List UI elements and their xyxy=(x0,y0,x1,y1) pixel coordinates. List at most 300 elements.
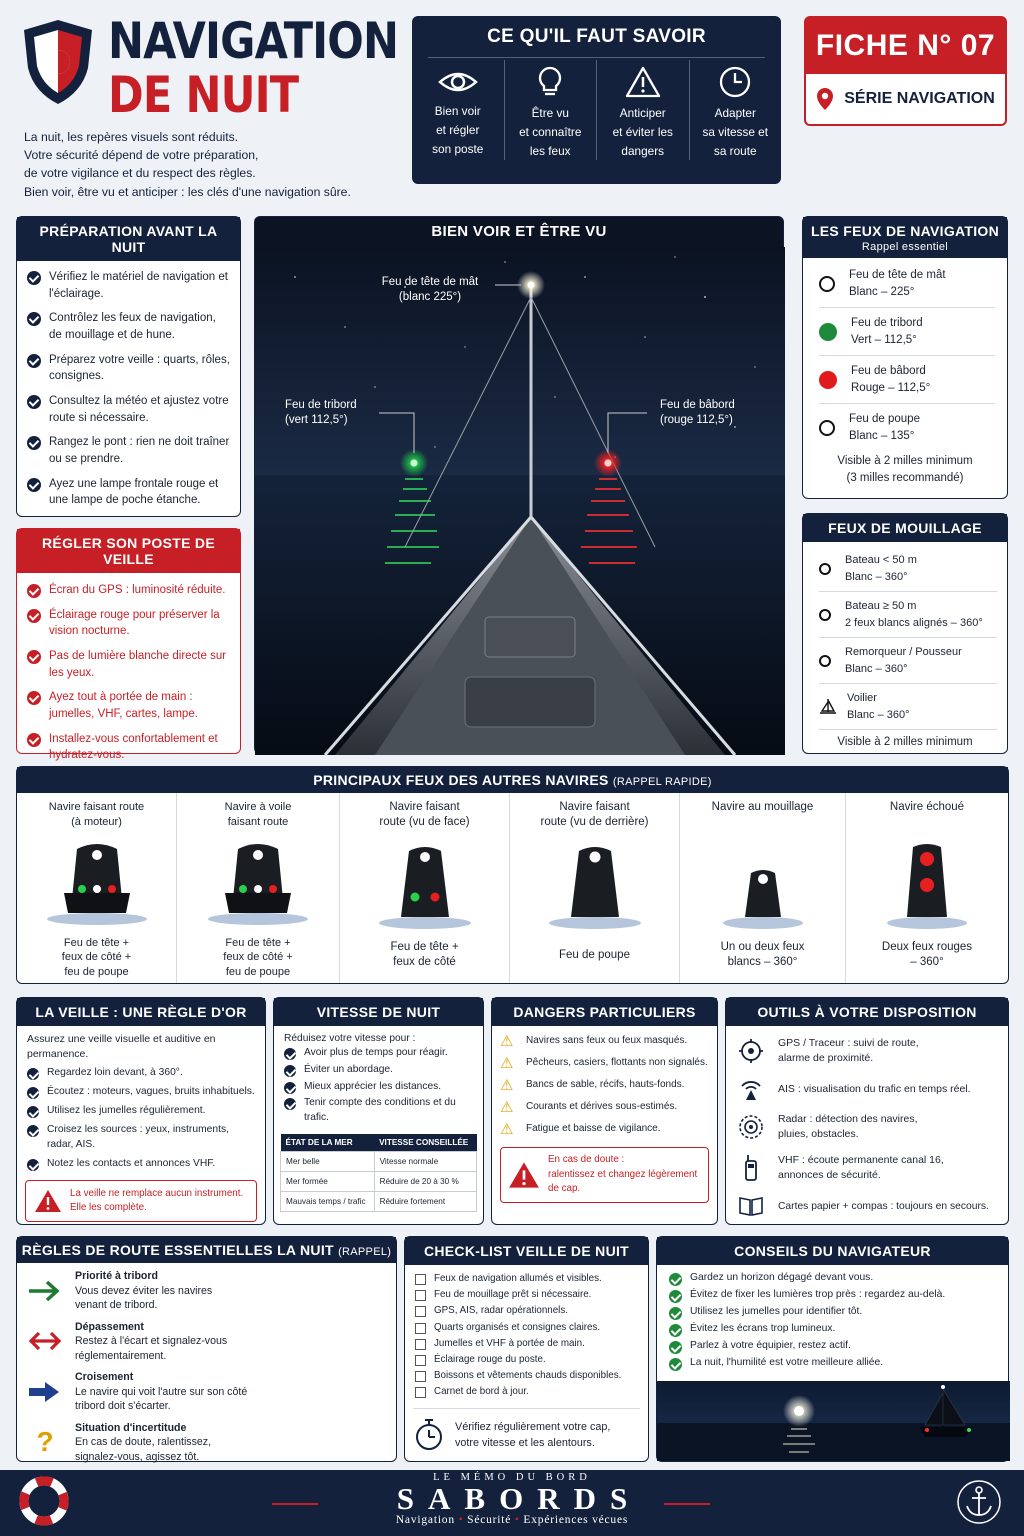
anchored-vessel-light-icon xyxy=(713,843,813,931)
intro-line: Bien voir, être vu et anticiper : les clés d'une navigation sûre. xyxy=(24,184,351,199)
checkbox[interactable] xyxy=(415,1274,426,1285)
mouillage-row xyxy=(819,638,997,683)
list-item xyxy=(27,731,230,764)
item-text: Pas de lumière blanche directe sur les yeux. xyxy=(49,650,227,679)
savoir-item xyxy=(505,60,598,160)
ring-icon xyxy=(819,609,831,621)
vessel-column xyxy=(17,793,177,983)
table-row xyxy=(281,1151,477,1171)
vessel-stern-light-icon xyxy=(545,843,645,931)
savoir-panel xyxy=(412,16,781,184)
check-icon xyxy=(284,1048,296,1060)
check-icon xyxy=(669,1358,682,1371)
list-item xyxy=(27,689,230,722)
item-text: La nuit, l'humilité est votre meilleure alliée. xyxy=(690,1357,884,1368)
vessel-foot: feu de poupe xyxy=(64,965,129,978)
savoir-line: dangers xyxy=(621,144,665,158)
vessel-foot: feux de côté + xyxy=(223,951,293,963)
item-text: GPS, AIS, radar opérationnels. xyxy=(434,1305,568,1317)
checklist-item[interactable] xyxy=(415,1288,640,1302)
check-icon xyxy=(27,1125,39,1137)
savoir-line: sa vitesse et xyxy=(702,125,769,139)
poste-card xyxy=(16,528,241,762)
veille-intro: Assurez une veille visuelle et auditive en permanence. xyxy=(27,1033,216,1060)
vessel-foot: Feu de tête + xyxy=(225,936,291,949)
feu-row xyxy=(819,356,995,403)
vessel-foot: blancs – 360° xyxy=(727,956,798,968)
tool-line: GPS / Traceur : suivi de route, xyxy=(778,1037,919,1049)
feu-row xyxy=(819,308,995,355)
list-item xyxy=(27,582,230,599)
vessel-foot: Feu de tête + xyxy=(390,941,459,953)
warning-icon: ⚠ xyxy=(500,1121,514,1138)
tool-line: Cartes papier + compas : toujours en secours. xyxy=(778,1200,989,1212)
tool-row xyxy=(738,1146,1000,1190)
ais-icon xyxy=(738,1076,764,1102)
list-item xyxy=(27,648,230,681)
note-line: Vérifiez régulièrement votre cap, xyxy=(455,1420,611,1433)
feu-name: Feu de tribord xyxy=(851,316,923,329)
savoir-line: et éviter les xyxy=(612,125,673,139)
vitesse-table xyxy=(280,1134,477,1212)
vessel-head: faisant route xyxy=(227,815,289,828)
item-text: Carnet de bord à jour. xyxy=(434,1386,529,1398)
regles-title: RÈGLES DE ROUTE ESSENTIELLES LA NUIT xyxy=(21,1242,334,1258)
title-line-2: DE NUIT xyxy=(108,66,299,124)
vessel-column xyxy=(846,793,1008,983)
feux-nav-title: LES FEUX DE NAVIGATION xyxy=(810,223,1000,239)
list-item xyxy=(669,1305,1000,1320)
check-icon xyxy=(669,1290,682,1303)
check-icon xyxy=(27,354,41,368)
vessel-foot: – 360° xyxy=(910,956,944,968)
item-text: Ayez tout à portée de main : jumelles, VHF, cartes, lampe. xyxy=(49,691,198,721)
savoir-item xyxy=(597,60,690,160)
rule-line: réglementairement. xyxy=(75,1349,167,1362)
question-icon: ? xyxy=(36,1426,54,1458)
list-item xyxy=(27,1066,257,1081)
tool-line: AIS : visualisation du trafic en temps réel. xyxy=(778,1082,971,1095)
clock-icon xyxy=(718,66,752,98)
check-icon xyxy=(27,1087,39,1099)
dangers-alert xyxy=(500,1147,709,1203)
feu-desc: Vert – 112,5° xyxy=(851,333,917,346)
checklist-item[interactable] xyxy=(415,1304,640,1318)
note-line: votre vitesse et les alentours. xyxy=(455,1436,595,1449)
list-item xyxy=(500,1034,709,1049)
checkbox[interactable] xyxy=(415,1290,426,1301)
rule-line: Le navire qui voit l'autre sur son côté xyxy=(75,1385,248,1398)
list-item xyxy=(284,1046,475,1061)
checklist-card xyxy=(404,1236,649,1462)
table-cell: Vitesse normale xyxy=(379,1156,439,1166)
savoir-title: CE QU'IL FAUT SAVOIR xyxy=(487,26,706,47)
label-line: (blanc 225°) xyxy=(398,291,462,303)
vessel-foot: feu de poupe xyxy=(225,965,291,978)
item-text: Éclairage rouge du poste. xyxy=(434,1354,546,1366)
fiche-number: FICHE N° 07 xyxy=(806,18,1005,74)
preparation-title: PRÉPARATION AVANT LA NUIT xyxy=(17,217,240,261)
item-text: Parlez à votre équipier, restez actif. xyxy=(690,1340,851,1351)
check-icon xyxy=(27,478,41,492)
list-item xyxy=(27,1157,257,1172)
intro-line: de votre vigilance et du respect des règles. xyxy=(24,166,256,181)
table-cell: Mer formée xyxy=(281,1171,375,1191)
item-text: Utilisez les jumelles régulièrement. xyxy=(47,1104,206,1116)
white-light-icon xyxy=(819,420,835,436)
vessel-head: Navire à voile xyxy=(224,801,292,813)
check-icon xyxy=(669,1324,682,1337)
list-item xyxy=(27,1104,257,1119)
bullet-icon: • xyxy=(458,1514,468,1526)
item-text: Avoir plus de temps pour réagir. xyxy=(304,1047,448,1058)
list-item xyxy=(27,269,230,302)
vessel-head: (à moteur) xyxy=(71,815,122,828)
list-item xyxy=(284,1080,475,1095)
item-text: Jumelles et VHF à portée de main. xyxy=(434,1337,585,1349)
tool-line: pluies, obstacles. xyxy=(778,1128,859,1140)
footer-tagline xyxy=(312,1514,712,1526)
rule-line: venant de tribord. xyxy=(75,1299,158,1311)
mouillage-desc: Blanc – 360° xyxy=(845,662,908,675)
savoir-line: et régler xyxy=(436,123,480,137)
item-text: Bancs de sable, récifs, hauts-fonds. xyxy=(526,1079,685,1090)
item-text: Gardez un horizon dégagé devant vous. xyxy=(690,1272,874,1283)
rule-head: Situation d'incertitude xyxy=(75,1421,187,1434)
list-item xyxy=(27,393,230,426)
list-item xyxy=(669,1356,1000,1371)
check-icon xyxy=(27,1068,39,1080)
rule-line: signalez-vous, agissez tôt. xyxy=(75,1450,200,1463)
item-text: Rangez le pont : rien ne doit traîner ou se prendre. xyxy=(49,436,230,466)
warning-icon xyxy=(625,66,661,98)
label-line: (vert 112,5°) xyxy=(285,414,348,426)
check-icon xyxy=(669,1273,682,1286)
autres-title-small: (RAPPEL RAPIDE) xyxy=(612,776,712,788)
list-item xyxy=(27,1085,257,1100)
item-text: Pêcheurs, casiers, flottants non signalés. xyxy=(526,1057,708,1068)
tool-line: Radar : détection des navires, xyxy=(778,1113,918,1125)
label-line: (rouge 112,5°) xyxy=(660,414,733,426)
rule-line: Restez à l'écart et signalez-vous xyxy=(75,1335,228,1347)
anchor-icon xyxy=(956,1479,1002,1525)
check-icon xyxy=(27,436,41,450)
item-text: Notez les contacts et annonces VHF. xyxy=(47,1157,216,1169)
list-item xyxy=(669,1322,1000,1337)
tagline-item: Navigation xyxy=(395,1514,455,1526)
checkbox[interactable] xyxy=(415,1339,426,1350)
vessel-foot: Deux feux rouges xyxy=(881,941,973,953)
outils-card xyxy=(725,997,1009,1225)
feux-nav-header xyxy=(803,217,1007,258)
veille-title: LA VEILLE : UNE RÈGLE D'OR xyxy=(17,998,265,1026)
checkbox[interactable] xyxy=(415,1387,426,1398)
tagline-item: Expériences vécues xyxy=(523,1514,629,1526)
lifebuoy-icon xyxy=(20,1477,68,1525)
list-item xyxy=(500,1078,709,1093)
checkbox[interactable] xyxy=(415,1355,426,1366)
checklist-item[interactable] xyxy=(415,1272,640,1286)
serie-label: SÉRIE NAVIGATION xyxy=(844,90,995,107)
mouillage-row xyxy=(819,684,997,729)
night-sea-moon-illustration xyxy=(657,1381,1010,1461)
page-title xyxy=(108,14,445,122)
checklist-title: CHECK-LIST VEILLE DE NUIT xyxy=(405,1237,648,1265)
outils-title: OUTILS À VOTRE DISPOSITION xyxy=(726,998,1008,1026)
feu-name: Feu de bâbord xyxy=(851,364,926,377)
feu-name: Feu de poupe xyxy=(849,412,920,425)
alert-line: de cap. xyxy=(548,1183,581,1194)
map-pin-icon xyxy=(816,87,834,111)
title-line-1: NAVIGATION xyxy=(108,12,399,70)
item-text: Tenir compte des conditions et du trafic. xyxy=(304,1097,456,1124)
conseils-title: CONSEILS DU NAVIGATEUR xyxy=(657,1237,1008,1265)
night-bow-illustration xyxy=(255,217,785,755)
item-text: Ayez une lampe frontale rouge et une lampe de poche étanche. xyxy=(49,477,219,507)
label-line: Feu de tribord xyxy=(285,399,357,411)
motor-vessel-lights-icon xyxy=(42,837,152,927)
savoir-line: Bien voir xyxy=(434,104,481,118)
vessel-head: route (vu de derrière) xyxy=(540,816,649,828)
tool-row xyxy=(738,1070,1000,1108)
mouillage-name: Voilier xyxy=(847,691,877,704)
check-icon xyxy=(27,395,41,409)
savoir-item xyxy=(412,60,505,160)
item-text: Courants et dérives sous-estimés. xyxy=(526,1101,678,1112)
item-text: Feu de mouillage prêt si nécessaire. xyxy=(434,1289,592,1301)
rule-line: Vous devez éviter les navires xyxy=(75,1284,213,1297)
tool-line: annonces de sécurité. xyxy=(778,1169,881,1181)
list-item xyxy=(500,1056,709,1071)
list-item xyxy=(284,1096,475,1126)
vessel-foot: Un ou deux feux xyxy=(720,941,805,953)
vessel-head: Navire faisant xyxy=(559,801,630,813)
ring-icon xyxy=(819,655,831,667)
mouillage-note: Visible à 2 milles minimum xyxy=(837,736,973,748)
savoir-line: et connaître xyxy=(519,125,582,139)
footer-brand: SABORDS xyxy=(396,1481,642,1516)
logo-shield-icon xyxy=(22,18,94,106)
check-icon xyxy=(27,312,41,326)
mouillage-name: Remorqueur / Pousseur xyxy=(845,645,962,658)
mat-light-label xyxy=(365,275,495,305)
list-item xyxy=(27,310,230,343)
bien-voir-title: BIEN VOIR ET ÊTRE VU xyxy=(431,223,607,240)
checklist-item[interactable] xyxy=(415,1369,640,1383)
chart-book-icon xyxy=(738,1195,764,1217)
list-item xyxy=(669,1288,1000,1303)
autres-title: PRINCIPAUX FEUX DES AUTRES NAVIRES xyxy=(313,772,609,788)
mouillage-desc: Blanc – 360° xyxy=(847,708,910,721)
check-icon xyxy=(27,650,41,664)
tribord-light-label xyxy=(285,398,385,428)
table-row xyxy=(281,1171,477,1191)
alert-line: La veille ne remplace aucun instrument. xyxy=(70,1187,244,1199)
dangers-card xyxy=(491,997,718,1225)
checklist-item[interactable] xyxy=(415,1321,640,1335)
tool-line: VHF : écoute permanente canal 16, xyxy=(778,1154,944,1166)
regles-header xyxy=(17,1237,396,1263)
item-text: Évitez les écrans trop lumineux. xyxy=(690,1323,836,1334)
note-line: (3 milles recommandé) xyxy=(846,472,964,484)
rule-row xyxy=(27,1370,386,1414)
radar-icon xyxy=(738,1114,764,1140)
savoir-line: les feux xyxy=(529,144,571,158)
alert-icon xyxy=(34,1189,62,1213)
vhf-icon xyxy=(738,1154,764,1182)
item-text: Préparez votre veille : quarts, rôles, consignes. xyxy=(49,353,230,383)
savoir-line: Être vu xyxy=(531,106,569,120)
autres-navires-card xyxy=(16,766,1009,984)
feux-nav-card xyxy=(802,216,1008,499)
footer-brand-block xyxy=(312,1472,712,1526)
check-icon xyxy=(669,1341,682,1354)
aground-vessel-lights-icon xyxy=(877,843,977,931)
checklist-item[interactable] xyxy=(415,1337,640,1351)
conseils-card xyxy=(656,1236,1009,1462)
alert-line: ralentissez et changez légèrement xyxy=(548,1168,698,1180)
checkbox[interactable] xyxy=(415,1371,426,1382)
footer-bar xyxy=(0,1470,1024,1536)
white-light-icon xyxy=(819,276,835,292)
rule-row xyxy=(27,1320,386,1364)
vitesse-title: VITESSE DE NUIT xyxy=(274,998,483,1026)
regles-title-small: (RAPPEL) xyxy=(338,1246,392,1258)
mouillage-name: Bateau ≥ 50 m xyxy=(845,599,917,612)
dangers-title: DANGERS PARTICULIERS xyxy=(492,998,717,1026)
savoir-line: Anticiper xyxy=(619,106,666,120)
item-text: Consultez la météo et ajustez votre route si nécessaire. xyxy=(49,395,229,424)
feu-name: Feu de tête de mât xyxy=(849,268,946,281)
mouillage-title: FEUX DE MOUILLAGE xyxy=(803,514,1007,542)
item-text: Fatigue et baisse de vigilance. xyxy=(526,1123,661,1134)
item-text: Éviter un abordage. xyxy=(304,1063,393,1075)
check-icon xyxy=(284,1082,296,1094)
table-cell: Mer belle xyxy=(281,1151,375,1171)
bullet-icon: • xyxy=(514,1514,524,1526)
veille-card xyxy=(16,997,266,1225)
vessel-head: Navire faisant xyxy=(389,801,460,813)
item-text: Écoutez : moteurs, vagues, bruits inhabituels. xyxy=(47,1085,255,1097)
rule-head: Croisement xyxy=(75,1371,134,1383)
alert-line: Elle les complète. xyxy=(70,1201,147,1213)
checkbox[interactable] xyxy=(415,1306,426,1317)
ring-icon xyxy=(819,563,831,575)
item-text: Feux de navigation allumés et visibles. xyxy=(434,1273,602,1284)
vessel-column xyxy=(340,793,510,983)
vessel-column xyxy=(510,793,680,983)
feu-row xyxy=(819,260,995,307)
table-header: VITESSE CONSEILLÉE xyxy=(379,1137,469,1147)
item-text: Utilisez les jumelles pour identifier tôt. xyxy=(690,1306,863,1317)
mouillage-desc: Blanc – 360° xyxy=(845,570,908,583)
intro-line: La nuit, les repères visuels sont réduits. xyxy=(24,130,239,144)
tool-row xyxy=(738,1190,1000,1222)
arrow-right-icon xyxy=(27,1380,63,1404)
item-text: Écran du GPS : luminosité réduite. xyxy=(49,584,226,596)
tool-row xyxy=(738,1032,1000,1070)
vitesse-card xyxy=(273,997,484,1225)
mouillage-desc: 2 feux blancs alignés – 360° xyxy=(845,616,983,629)
label-line: Feu de bâbord xyxy=(660,399,735,411)
tool-row xyxy=(738,1108,1000,1146)
rule-line: En cas de doute, ralentissez, xyxy=(75,1436,212,1448)
mouillage-card xyxy=(802,513,1008,754)
check-icon xyxy=(27,1159,39,1171)
regles-card xyxy=(16,1236,397,1462)
vessel-column xyxy=(177,793,340,983)
poste-title: RÉGLER SON POSTE DE VEILLE xyxy=(17,529,240,573)
vessel-foot: Feu de tête + xyxy=(63,936,130,949)
list-item xyxy=(27,434,230,467)
gps-icon xyxy=(738,1038,764,1064)
mouillage-name: Bateau < 50 m xyxy=(845,553,917,566)
check-icon xyxy=(27,584,41,598)
sailing-vessel-lights-icon xyxy=(203,837,313,927)
table-row xyxy=(281,1191,477,1211)
vitesse-intro: Réduisez votre vitesse pour : xyxy=(284,1033,416,1044)
item-text: Contrôlez les feux de navigation, de mouillage et de hune. xyxy=(49,312,216,342)
list-item xyxy=(669,1339,1000,1354)
feux-nav-subtitle: Rappel essentiel xyxy=(861,241,949,253)
alert-icon xyxy=(508,1161,540,1189)
eye-icon xyxy=(438,68,478,96)
check-icon xyxy=(284,1065,296,1077)
warning-icon: ⚠ xyxy=(500,1099,514,1116)
checkbox[interactable] xyxy=(415,1323,426,1334)
preparation-card xyxy=(16,216,241,517)
savoir-line: sa route xyxy=(713,144,757,158)
lightbulb-icon xyxy=(535,66,565,98)
arrow-right-icon xyxy=(27,1279,63,1303)
bien-voir-panel xyxy=(254,216,784,754)
warning-icon: ⚠ xyxy=(500,1055,514,1072)
checklist-item[interactable] xyxy=(415,1353,640,1367)
vessel-head: Navire échoué xyxy=(889,801,965,813)
item-text: Éclairage rouge pour préserver la vision nocturne. xyxy=(49,608,220,638)
intro-line: Votre sécurité dépend de votre préparation, xyxy=(24,148,259,163)
green-light-icon xyxy=(819,323,837,341)
vessel-foot: Feu de poupe xyxy=(559,949,630,961)
vessel-head: Navire au mouillage xyxy=(711,801,814,813)
savoir-item xyxy=(690,60,782,160)
list-item xyxy=(27,476,230,509)
check-icon xyxy=(284,1098,296,1110)
vessel-column xyxy=(680,793,846,983)
item-text: Croisez les sources : yeux, instruments, radar, AIS. xyxy=(47,1123,229,1150)
check-icon xyxy=(27,1106,39,1118)
item-text: Installez-vous confortablement et hydratez-vous. xyxy=(49,732,218,762)
arrow-both-icon xyxy=(27,1329,63,1353)
vessel-foot: feux de côté + xyxy=(61,951,132,963)
feux-nav-note xyxy=(803,453,1007,487)
footer-kicker: LE MÉMO DU BORD xyxy=(433,1472,591,1483)
rule-head: Priorité à tribord xyxy=(75,1270,158,1282)
table-cell: Réduire de 20 à 30 % xyxy=(379,1176,459,1186)
checklist-item[interactable] xyxy=(415,1385,640,1399)
rule-row xyxy=(27,1421,386,1465)
feu-desc: Rouge – 112,5° xyxy=(851,381,931,394)
savoir-line: son poste xyxy=(432,142,484,156)
item-text: Quarts organisés et consignes claires. xyxy=(434,1321,601,1333)
stopwatch-icon xyxy=(413,1417,445,1453)
feu-desc: Blanc – 135° xyxy=(849,429,915,442)
feu-row xyxy=(819,404,995,451)
vessel-head: route (vu de face) xyxy=(379,816,470,828)
list-item xyxy=(500,1122,709,1137)
vessel-foot: feux de côté xyxy=(393,956,456,968)
table-cell: Mauvais temps / trafic xyxy=(281,1191,375,1211)
